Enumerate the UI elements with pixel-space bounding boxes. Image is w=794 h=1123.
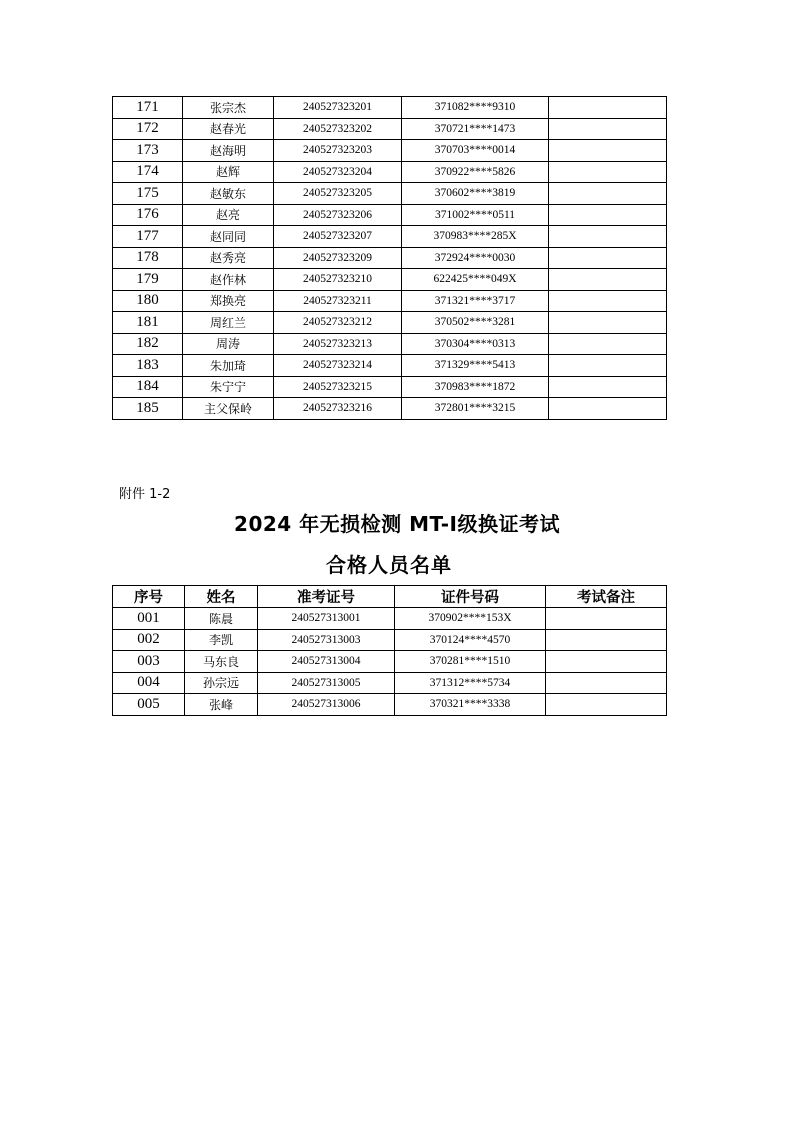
exam-number-cell: 240527323202 bbox=[274, 118, 402, 140]
seq-cell: 182 bbox=[113, 333, 183, 355]
remark-cell bbox=[549, 161, 667, 183]
name-cell: 赵作林 bbox=[183, 269, 274, 291]
exam-number-cell: 240527323216 bbox=[274, 398, 402, 420]
id-number-cell: 370721****1473 bbox=[402, 118, 549, 140]
name-cell: 张峰 bbox=[185, 694, 258, 716]
remark-cell bbox=[549, 204, 667, 226]
roster-table-body bbox=[113, 97, 667, 420]
name-cell: 赵亮 bbox=[183, 204, 274, 226]
name-cell: 主父保岭 bbox=[183, 398, 274, 420]
exam-number-cell: 240527323204 bbox=[274, 161, 402, 183]
exam-number-cell: 240527323203 bbox=[274, 140, 402, 162]
remark-cell bbox=[546, 651, 667, 673]
seq-cell: 004 bbox=[113, 672, 185, 694]
remark-cell bbox=[549, 376, 667, 398]
exam-number-cell: 240527313004 bbox=[258, 651, 395, 673]
remark-cell bbox=[546, 694, 667, 716]
id-number-cell: 371002****0511 bbox=[402, 204, 549, 226]
id-number-cell: 372924****0030 bbox=[402, 247, 549, 269]
table-row bbox=[113, 651, 667, 673]
id-number-cell: 371082****9310 bbox=[402, 97, 549, 119]
id-number-cell: 622425****049X bbox=[402, 269, 549, 291]
remark-cell bbox=[549, 118, 667, 140]
name-cell: 周红兰 bbox=[183, 312, 274, 334]
table-row bbox=[113, 672, 667, 694]
name-cell: 郑换亮 bbox=[183, 290, 274, 312]
seq-cell: 179 bbox=[113, 269, 183, 291]
table-row bbox=[113, 97, 667, 119]
table-row bbox=[113, 333, 667, 355]
table-header bbox=[113, 586, 667, 608]
qualified-personnel-table bbox=[112, 585, 667, 716]
exam-number-cell: 240527313006 bbox=[258, 694, 395, 716]
table-row bbox=[113, 204, 667, 226]
seq-cell: 178 bbox=[113, 247, 183, 269]
exam-number-cell: 240527323207 bbox=[274, 226, 402, 248]
name-cell: 孙宗远 bbox=[185, 672, 258, 694]
name-cell: 赵春光 bbox=[183, 118, 274, 140]
seq-cell: 001 bbox=[113, 608, 185, 630]
seq-cell: 184 bbox=[113, 376, 183, 398]
table-row bbox=[113, 290, 667, 312]
header-remark: 考试备注 bbox=[546, 586, 667, 608]
table-row bbox=[113, 398, 667, 420]
seq-cell: 181 bbox=[113, 312, 183, 334]
remark-cell bbox=[549, 183, 667, 205]
remark-cell bbox=[549, 140, 667, 162]
id-number-cell: 372801****3215 bbox=[402, 398, 549, 420]
name-cell: 朱宁宁 bbox=[183, 376, 274, 398]
exam-number-cell: 240527313001 bbox=[258, 608, 395, 630]
name-cell: 陈晨 bbox=[185, 608, 258, 630]
remark-cell bbox=[549, 97, 667, 119]
exam-number-cell: 240527323206 bbox=[274, 204, 402, 226]
seq-cell: 176 bbox=[113, 204, 183, 226]
id-number-cell: 370124****4570 bbox=[395, 629, 546, 651]
id-number-cell: 370321****3338 bbox=[395, 694, 546, 716]
seq-cell: 005 bbox=[113, 694, 185, 716]
remark-cell bbox=[549, 226, 667, 248]
document-title: 2024 年无损检测 MT-Ⅰ级换证考试 bbox=[234, 512, 560, 536]
header-id-number: 证件号码 bbox=[395, 586, 546, 608]
table-row bbox=[113, 118, 667, 140]
id-number-cell: 370983****285X bbox=[402, 226, 549, 248]
attachment-label: 附件 1-2 bbox=[119, 487, 171, 502]
id-number-cell: 370703****0014 bbox=[402, 140, 549, 162]
name-cell: 赵敏东 bbox=[183, 183, 274, 205]
table-row bbox=[113, 140, 667, 162]
table-row bbox=[113, 694, 667, 716]
seq-cell: 173 bbox=[113, 140, 183, 162]
table-row bbox=[113, 183, 667, 205]
seq-cell: 177 bbox=[113, 226, 183, 248]
remark-cell bbox=[546, 608, 667, 630]
exam-number-cell: 240527323213 bbox=[274, 333, 402, 355]
header-row bbox=[113, 586, 667, 608]
id-number-cell: 370922****5826 bbox=[402, 161, 549, 183]
exam-number-cell: 240527323212 bbox=[274, 312, 402, 334]
exam-number-cell: 240527323211 bbox=[274, 290, 402, 312]
remark-cell bbox=[549, 398, 667, 420]
id-number-cell: 371312****5734 bbox=[395, 672, 546, 694]
remark-cell bbox=[549, 247, 667, 269]
table-row bbox=[113, 312, 667, 334]
remark-cell bbox=[546, 672, 667, 694]
remark-cell bbox=[549, 312, 667, 334]
exam-number-cell: 240527313005 bbox=[258, 672, 395, 694]
exam-number-cell: 240527323214 bbox=[274, 355, 402, 377]
exam-number-cell: 240527323209 bbox=[274, 247, 402, 269]
id-number-cell: 371329****5413 bbox=[402, 355, 549, 377]
table-row bbox=[113, 247, 667, 269]
header-name: 姓名 bbox=[185, 586, 258, 608]
document-subtitle: 合格人员名单 bbox=[326, 553, 452, 577]
qualified-table-body bbox=[113, 608, 667, 716]
seq-cell: 185 bbox=[113, 398, 183, 420]
name-cell: 张宗杰 bbox=[183, 97, 274, 119]
remark-cell bbox=[549, 333, 667, 355]
exam-number-cell: 240527323210 bbox=[274, 269, 402, 291]
name-cell: 李凯 bbox=[185, 629, 258, 651]
table-row bbox=[113, 355, 667, 377]
exam-number-cell: 240527323201 bbox=[274, 97, 402, 119]
name-cell: 赵秀亮 bbox=[183, 247, 274, 269]
header-seq: 序号 bbox=[113, 586, 185, 608]
exam-number-cell: 240527323205 bbox=[274, 183, 402, 205]
remark-cell bbox=[549, 269, 667, 291]
roster-table-continued bbox=[112, 96, 667, 420]
exam-number-cell: 240527323215 bbox=[274, 376, 402, 398]
name-cell: 朱加琦 bbox=[183, 355, 274, 377]
exam-number-cell: 240527313003 bbox=[258, 629, 395, 651]
name-cell: 周涛 bbox=[183, 333, 274, 355]
seq-cell: 175 bbox=[113, 183, 183, 205]
id-number-cell: 370502****3281 bbox=[402, 312, 549, 334]
id-number-cell: 370304****0313 bbox=[402, 333, 549, 355]
table-row bbox=[113, 226, 667, 248]
remark-cell bbox=[549, 290, 667, 312]
remark-cell bbox=[549, 355, 667, 377]
header-exam-number: 准考证号 bbox=[258, 586, 395, 608]
id-number-cell: 371321****3717 bbox=[402, 290, 549, 312]
seq-cell: 174 bbox=[113, 161, 183, 183]
table-row bbox=[113, 608, 667, 630]
seq-cell: 183 bbox=[113, 355, 183, 377]
name-cell: 马东良 bbox=[185, 651, 258, 673]
table-row bbox=[113, 161, 667, 183]
name-cell: 赵同同 bbox=[183, 226, 274, 248]
seq-cell: 003 bbox=[113, 651, 185, 673]
seq-cell: 180 bbox=[113, 290, 183, 312]
name-cell: 赵辉 bbox=[183, 161, 274, 183]
seq-cell: 002 bbox=[113, 629, 185, 651]
table-row bbox=[113, 376, 667, 398]
remark-cell bbox=[546, 629, 667, 651]
seq-cell: 171 bbox=[113, 97, 183, 119]
id-number-cell: 370602****3819 bbox=[402, 183, 549, 205]
table-row bbox=[113, 269, 667, 291]
seq-cell: 172 bbox=[113, 118, 183, 140]
id-number-cell: 370281****1510 bbox=[395, 651, 546, 673]
id-number-cell: 370902****153X bbox=[395, 608, 546, 630]
id-number-cell: 370983****1872 bbox=[402, 376, 549, 398]
name-cell: 赵海明 bbox=[183, 140, 274, 162]
table-row bbox=[113, 629, 667, 651]
